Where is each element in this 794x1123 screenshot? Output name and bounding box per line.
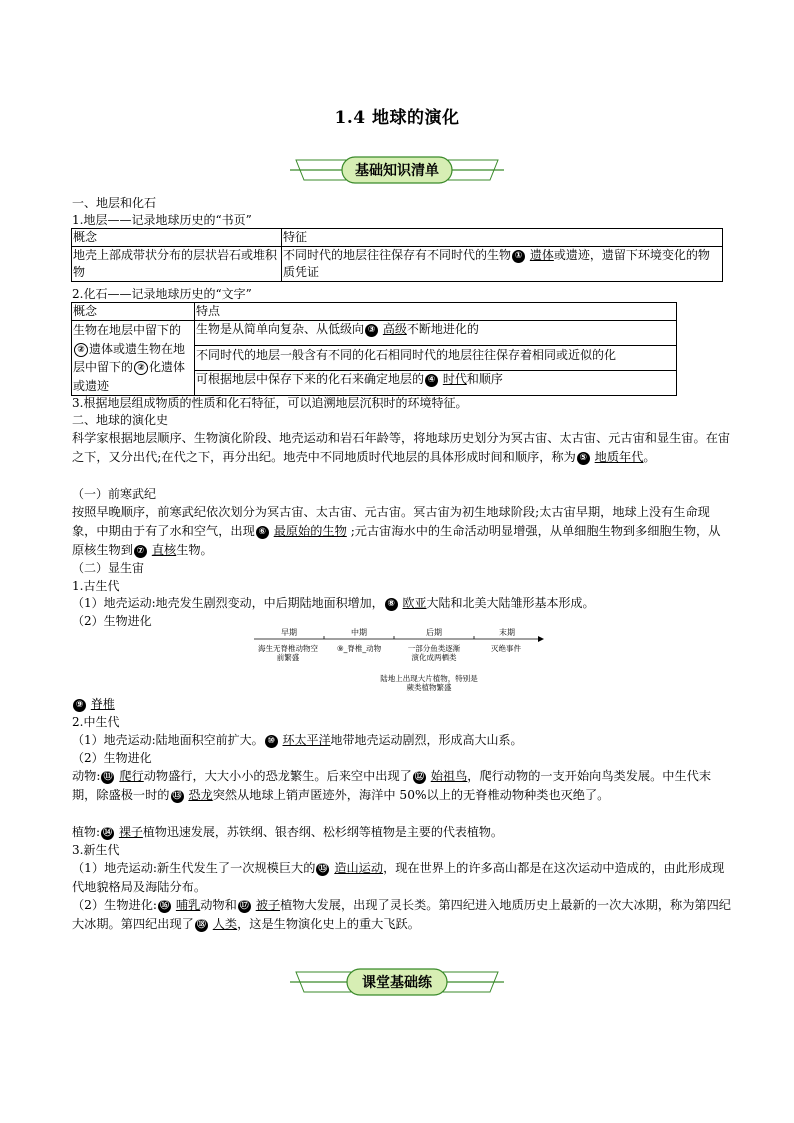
answer-number-16: ⑯: [159, 901, 169, 911]
section-heading-1: 一、地层和化石: [72, 196, 157, 210]
mesozoic-evolution-heading: （2）生物进化: [72, 751, 152, 765]
table-header-concept: 概念: [72, 303, 195, 321]
answer-13: 恐龙: [188, 788, 213, 802]
paleozoic-crust: （1）地壳运动:地壳发生剧烈变动，中后期陆地面积增加， ⑧ 欧亚大陆和北美大陆雏形基本形成。: [72, 596, 595, 610]
table-cell-trait-2: 不同时代的地层一般含有不同的化石相同时代的地层往往保存着相同或近似的化: [195, 345, 677, 371]
answer-12: 始祖鸟: [430, 769, 468, 783]
cenozoic-crust: （1）地壳运动:新生代发生了一次规模巨大的 ⑮ 造山运动，现在世界上的许多高山都是在这次运动中造成的，由此形成现代地貌格局及海陆分布。: [72, 861, 725, 894]
timeline-mid-text: ⑨_脊椎_动物: [336, 644, 382, 653]
table-header-feature: 特征: [282, 229, 723, 247]
answer-5: 地质年代: [594, 450, 644, 464]
banner-label: 基础知识清单: [355, 163, 439, 179]
answer-7: 直核: [151, 543, 177, 557]
section-heading-2: 二、地球的演化史: [72, 413, 169, 427]
subsection-precambrian: （一）前寒武纪: [72, 487, 157, 501]
timeline-late: 后期: [426, 628, 442, 637]
answer-number-9: ⑨: [73, 699, 86, 712]
paragraph-precambrian: 按照早晚顺序，前寒武纪依次划分为冥古宙、太古宙、元古宙。冥古宙为初生地球阶段;太古宙早期，地球上没有生命现象，中期由于有了水和空气，出现 ⑥ 最原始的生物 ;元古宙海水中的生命活动明显增强，从单细胞生物到多细胞生物，从原核生物到 ⑦ 直核生物。: [72, 505, 721, 557]
answer-number-18: ⑱: [196, 920, 206, 930]
mesozoic-crust: （1）地壳运动:陆地面积空前扩大。 ⑩ 环太平洋地带地壳运动剧烈，形成高大山系。: [72, 733, 523, 747]
answer-number-4: ④: [425, 374, 438, 387]
timeline-early-text: 海生无脊椎动物空前繁盛: [258, 644, 318, 662]
subsection-1-1: 1.地层——记录地球历史的“书页”: [72, 213, 252, 227]
answer-16: 哺乳: [175, 898, 201, 912]
answer-number-7: ⑦: [134, 545, 147, 558]
answer-number-5: ⑤: [577, 452, 590, 465]
timeline-bottom-text: 陆地上出现大片植物，特别是蕨类植物繁盛: [380, 674, 478, 692]
answer-number-12: ⑫: [414, 772, 424, 782]
paleozoic-evolution-heading: （2）生物进化: [72, 614, 152, 628]
strata-table: [71, 228, 723, 282]
answer-18: 人类: [212, 917, 238, 931]
answer-number-15: ⑮: [318, 864, 328, 874]
cenozoic-evolution: （2）生物进化: ⑯ 哺乳动物和 ⑰ 被子植物大发展，出现了灵长类。第四纪进入地质历史上最新的一次大冰期，称为第四纪大冰期。第四纪出现了 ⑱ 人类，这是生物演化史上的重大飞跃。: [72, 898, 731, 931]
answer-number-11: ⑪: [103, 772, 113, 782]
table-header-concept: 概念: [72, 229, 282, 247]
table-cell-concept: 生物在地层中留下的② 遗体或遗生物在地层中留下的 ② 化遗体或遗迹: [72, 321, 195, 396]
paleozoic-timeline: [254, 627, 544, 697]
timeline-mid: 中期: [351, 628, 367, 637]
subsection-paleozoic: 1.古生代: [72, 579, 120, 593]
answer-17: 被子: [255, 898, 281, 912]
table-header-trait: 特点: [195, 303, 677, 321]
timeline-end: 末期: [499, 628, 515, 637]
answer-14: 裸子: [118, 825, 143, 839]
answer-10: 环太平洋: [282, 733, 331, 747]
table-cell-trait-3: 可根据地层中保存下来的化石来确定地层的 ④ 时代和顺序: [195, 371, 677, 396]
page-title: 1.4 地球的演化: [334, 108, 460, 128]
timeline-late-text: 一部分鱼类逐渐演化成两栖类: [407, 644, 461, 662]
paragraph-geologic-time: 科学家根据地层顺序、生物演化阶段、地壳运动和岩石年龄等，将地球历史划分为冥古宙、太古宙、元古宙和显生宙。在宙之下，又分出代;在代之下，再分出纪。地壳中不同地质时代地层的具体形成时间和顺序，称为 ⑤ 地质年代。: [72, 431, 731, 464]
answer-3: 高级: [382, 322, 407, 336]
answer-number-14: ⑭: [103, 828, 113, 838]
answer-number-8: ⑧: [385, 598, 398, 611]
answer-15: 造山运动: [334, 861, 384, 875]
answer-number-3: ③: [365, 324, 378, 337]
subsection-mesozoic: 2.中生代: [72, 715, 120, 729]
fossil-table: [71, 302, 677, 396]
mesozoic-plants: 植物: ⑭ 裸子植物迅速发展，苏铁纲、银杏纲、松杉纲等植物是主要的代表植物。: [72, 825, 503, 839]
section-banner-basics: [290, 155, 504, 185]
subsection-phanerozoic: （二）显生宙: [72, 561, 145, 575]
table-cell-trait-1: 生物是从简单向复杂、从低级向 ③ 高级不断地进化的: [195, 321, 677, 346]
answer-4: 时代: [442, 372, 467, 387]
answer-9: 脊椎: [90, 697, 115, 711]
timeline-early: 早期: [281, 628, 297, 637]
answer-6: 最原始的生物: [273, 524, 347, 538]
answer-1: 遗体: [529, 248, 554, 262]
answer-number-17: ⑰: [239, 901, 249, 911]
answer-number-6: ⑥: [256, 526, 269, 539]
table-cell-concept: 地壳上部成带状分布的层状岩石或堆积物: [72, 247, 282, 282]
answer-8: 欧亚: [402, 596, 427, 610]
answer-number-10: ⑩: [265, 735, 278, 748]
timeline-end-text: 灭绝事件: [491, 644, 521, 653]
answer-number-13: ⑬: [172, 791, 182, 801]
section-banner-practice: [290, 967, 504, 997]
paragraph-1-3: 3.根据地层组成物质的性质和化石特征，可以追溯地层沉积时的环境特征。: [72, 396, 468, 410]
answer-9-line: [72, 695, 115, 713]
subsection-1-2: 2.化石——记录地球历史的“文字”: [72, 287, 252, 301]
banner-label: 课堂基础练: [362, 975, 432, 991]
answer-number-1: ①: [512, 250, 525, 263]
answer-11: 爬行: [119, 769, 144, 783]
subsection-cenozoic: 3.新生代: [72, 843, 120, 857]
table-cell-feature: 不同时代的地层往往保存有不同时代的生物 ① 遗体或遗迹，遗留下环境变化的物质凭证: [282, 247, 723, 282]
mesozoic-animals: 动物: ⑪ 爬行动物盛行，大大小小的恐龙繁生。后来空中出现了 ⑫ 始祖鸟，爬行动物的一支开始向鸟类发展。中生代末期，除盛极一时的 ⑬ 恐龙突然从地球上销声匿迹外，海洋中 50%以上的无脊椎动物种类也灭绝了。: [72, 769, 712, 802]
